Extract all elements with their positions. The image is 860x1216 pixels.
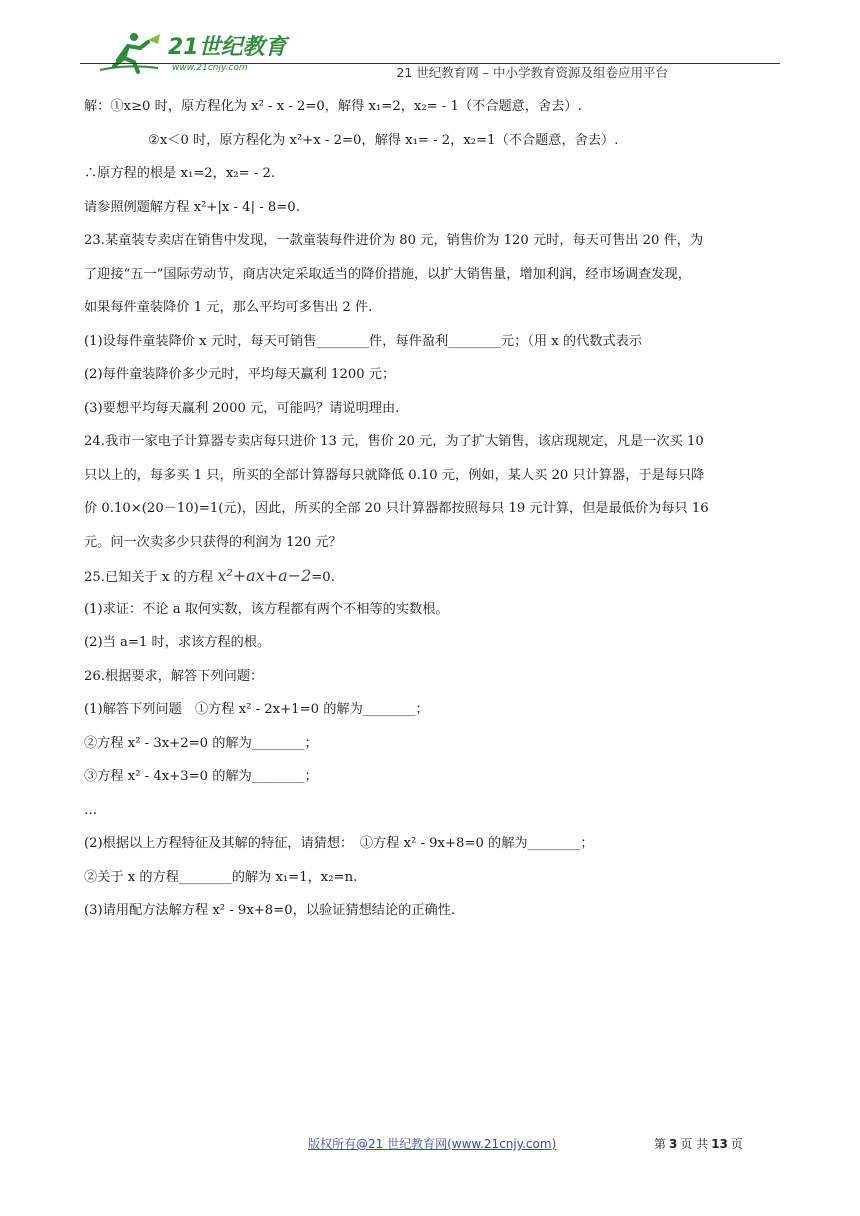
page-header: [80, 30, 780, 80]
text-line: [84, 526, 784, 560]
document-body: [84, 90, 784, 928]
line-text: 价 0.10×(20－10)=1(元)，因此，所买的全部 20 只计算器都按照每只 19 元计算，但是最低价为每只 16: [84, 501, 709, 516]
text-line: [84, 258, 784, 292]
text-line: [84, 325, 784, 359]
line-text: (2)根据以上方程特征及其解的特征，请猜想： ①方程 x² - 9x+8=0 的解为________；: [84, 836, 594, 851]
line-text: (1)求证：不论 a 取何实数，该方程都有两个不相等的实数根。: [84, 601, 449, 617]
page-suffix: 页: [730, 1137, 743, 1151]
line-text: 解：①x≥0 时，原方程化为 x² - x - 2=0，解得 x₁=2，x₂= - 1（不合题意，舍去）.: [84, 99, 582, 114]
math-expression: x²+ax+a−2: [217, 566, 312, 585]
page-indicator: [654, 1135, 743, 1152]
line-text: (2)当 a=1 时，求该方程的根。: [84, 635, 271, 650]
logo-url: www.21cnjy.com: [172, 63, 248, 73]
page-mid: 页 共: [680, 1137, 709, 1151]
text-line: [84, 626, 784, 660]
line-text: (1)设每件童装降价 x 元时，每天可销售________件，每件盈利________元；（用 x 的代数式表示: [84, 333, 643, 349]
text-line: [84, 861, 784, 895]
text-line: [84, 291, 784, 325]
line-text: …: [84, 802, 98, 818]
page-prefix: 第: [654, 1137, 667, 1151]
text-line: [84, 191, 784, 225]
logo-wordmark: 21世纪教育: [168, 35, 287, 60]
line-text: (3)请用配方法解方程 x² - 9x+8=0，以验证猜想结论的正确性.: [84, 903, 456, 918]
line-text: ②关于 x 的方程________的解为 x₁=1，x₂=n.: [84, 869, 358, 885]
line-text: (3)要想平均每天赢利 2000 元，可能吗？请说明理由.: [84, 400, 400, 416]
line-text: 25.已知关于 x 的方程: [84, 570, 214, 585]
text-line: [84, 124, 784, 158]
page-current: 3: [669, 1137, 678, 1151]
copyright-link[interactable]: 版权所有@21 世纪教育网(www.21cnjy.com): [308, 1137, 557, 1151]
text-line: [84, 660, 784, 694]
text-line: [84, 90, 784, 124]
text-line: [84, 593, 784, 627]
line-text: 请参照例题解方程 x²+|x - 4| - 8=0.: [84, 199, 300, 215]
text-line: [84, 224, 784, 258]
text-line: [84, 693, 784, 727]
line-text: 只以上的，每多买 1 只，所买的全部计算器每只就降低 0.10 元，例如，某人买 20 只计算器，于是每只降: [84, 467, 705, 483]
line-text: 元。问一次卖多少只获得的利润为 120 元？: [84, 534, 342, 550]
text-line: [84, 358, 784, 392]
line-text: 如果每件童装降价 1 元，那么平均可多售出 2 件.: [84, 300, 373, 315]
text-line: [84, 492, 784, 526]
line-text: ∴原方程的根是 x₁=2，x₂= - 2.: [84, 166, 276, 181]
text-line: [84, 794, 784, 828]
site-name: 21 世纪教育网 – 中小学教育资源及组卷应用平台: [396, 65, 668, 80]
text-line: [84, 392, 784, 426]
text-line: [84, 760, 784, 794]
line-text: ③方程 x² - 4x+3=0 的解为________；: [84, 769, 318, 784]
text-line: [84, 727, 784, 761]
text-line: [84, 425, 784, 459]
line-text: 24.我市一家电子计算器专卖店每只进价 13 元，售价 20 元，为了扩大销售，该店现规定，凡是一次买 10: [84, 434, 704, 449]
line-text: 23.某童装专卖店在销售中发现，一款童装每件进价为 80 元，销售价为 120 元时，每天可售出 20 件，为: [84, 233, 704, 248]
text-line: [84, 827, 784, 861]
runner-logo-icon: [98, 30, 298, 78]
line-tail: =0.: [311, 570, 335, 585]
text-line: [84, 459, 784, 493]
line-text: (1)解答下列问题 ①方程 x² - 2x+1=0 的解为________；: [84, 702, 429, 717]
line-text: 了迎接“五一”国际劳动节，商店决定采取适当的降价措施，以扩大销售量，增加利润，经市场调查发现，: [84, 266, 691, 282]
line-text: 26.根据要求，解答下列问题：: [84, 668, 264, 684]
line-text: ②方程 x² - 3x+2=0 的解为________；: [84, 735, 318, 751]
line-text: (2)每件童装降价多少元时，平均每天赢利 1200 元；: [84, 367, 396, 382]
page-total: 13: [711, 1137, 728, 1151]
site-logo[interactable]: [98, 30, 298, 78]
text-line: [84, 559, 784, 593]
text-line: [84, 157, 784, 191]
text-line: [84, 894, 784, 928]
line-text: ②x＜0 时，原方程化为 x²+x - 2=0，解得 x₁= - 2，x₂=1（不合题意，舍去）.: [148, 132, 619, 148]
